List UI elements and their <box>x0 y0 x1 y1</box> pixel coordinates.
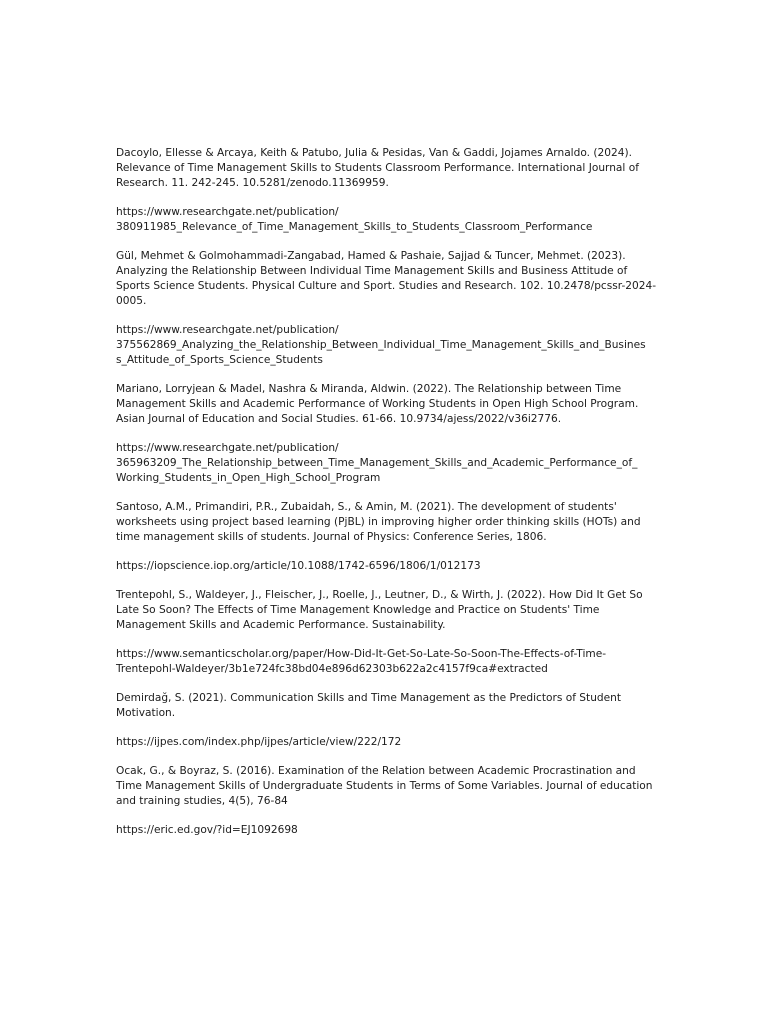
url-line: https://www.semanticscholar.org/paper/How-Did-It-Get-So-Late-So-Soon-The-Effects-of-Time- <box>116 648 607 660</box>
reference-line: Santoso, A.M., Primandiri, P.R., Zubaidah, S., & Amin, M. (2021). The development of students' <box>116 501 617 513</box>
reference-line: worksheets using project based learning (PjBL) in improving higher order thinking skills (HOTs) and <box>116 516 641 528</box>
reference-line: Late So Soon? The Effects of Time Management Knowledge and Practice on Students' Time <box>116 604 600 616</box>
reference-entry <box>116 691 656 721</box>
url-line: https://ijpes.com/index.php/ijpes/article/view/222/172 <box>116 736 402 748</box>
reference-entry <box>116 249 656 309</box>
reference-entry <box>116 500 656 545</box>
url-line: https://iopscience.iop.org/article/10.1088/1742-6596/1806/1/012173 <box>116 560 481 572</box>
reference-url[interactable] <box>116 323 656 368</box>
url-line: https://www.researchgate.net/publication/ <box>116 442 339 454</box>
url-line: https://www.researchgate.net/publication/ <box>116 206 339 218</box>
url-line: 365963209_The_Relationship_between_Time_Management_Skills_and_Academic_Performance_of_ <box>116 457 638 469</box>
reference-line: Management Skills and Academic Performance. Sustainability. <box>116 619 446 631</box>
reference-line: Asian Journal of Education and Social Studies. 61-66. 10.9734/ajess/2022/v36i2776. <box>116 413 562 425</box>
reference-line: Trentepohl, S., Waldeyer, J., Fleischer, J., Roelle, J., Leutner, D., & Wirth, J. (2022). How Did It Get So <box>116 589 643 601</box>
reference-line: and training studies, 4(5), 76-84 <box>116 795 288 807</box>
url-line: 380911985_Relevance_of_Time_Management_Skills_to_Students_Classroom_Performance <box>116 221 593 233</box>
reference-entry <box>116 588 656 633</box>
reference-line: Relevance of Time Management Skills to Students Classroom Performance. International Journal of <box>116 162 639 174</box>
reference-entry <box>116 382 656 427</box>
reference-line: Ocak, G., & Boyraz, S. (2016). Examination of the Relation between Academic Procrastination and <box>116 765 636 777</box>
reference-entry <box>116 146 656 191</box>
reference-url[interactable] <box>116 441 656 486</box>
reference-line: Management Skills and Academic Performance of Working Students in Open High School Program. <box>116 398 639 410</box>
reference-url[interactable] <box>116 823 656 838</box>
reference-line: Time Management Skills of Undergraduate Students in Terms of Some Variables. Journal of education <box>116 780 653 792</box>
reference-url[interactable] <box>116 559 656 574</box>
reference-line: time management skills of students. Journal of Physics: Conference Series, 1806. <box>116 531 547 543</box>
reference-line: Analyzing the Relationship Between Individual Time Management Skills and Business Attitude of <box>116 265 628 277</box>
url-line: 375562869_Analyzing_the_Relationship_Between_Individual_Time_Management_Skills_and_Busines <box>116 339 646 351</box>
url-line: s_Attitude_of_Sports_Science_Students <box>116 354 323 366</box>
url-line: https://www.researchgate.net/publication/ <box>116 324 339 336</box>
reference-line: Research. 11. 242-245. 10.5281/zenodo.11369959. <box>116 177 389 189</box>
reference-url[interactable] <box>116 205 656 235</box>
url-line: Working_Students_in_Open_High_School_Program <box>116 472 381 484</box>
reference-line: Gül, Mehmet & Golmohammadi-Zangabad, Hamed & Pashaie, Sajjad & Tuncer, Mehmet. (2023). <box>116 250 626 262</box>
reference-line: Sports Science Students. Physical Culture and Sport. Studies and Research. 102. 10.2478/pcssr-2024- <box>116 280 657 292</box>
reference-line: Mariano, Lorryjean & Madel, Nashra & Miranda, Aldwin. (2022). The Relationship between Time <box>116 383 622 395</box>
reference-line: Motivation. <box>116 707 176 719</box>
url-line: Trentepohl-Waldeyer/3b1e724fc38bd04e896d62303b622a2c4157f9ca#extracted <box>116 663 548 675</box>
reference-url[interactable] <box>116 647 656 677</box>
reference-line: Dacoylo, Ellesse & Arcaya, Keith & Patubo, Julia & Pesidas, Van & Gaddi, Jojames Arnaldo. (2024). <box>116 147 632 159</box>
reference-line: Demirdağ, S. (2021). Communication Skills and Time Management as the Predictors of Student <box>116 692 622 704</box>
reference-url[interactable] <box>116 735 656 750</box>
url-line: https://eric.ed.gov/?id=EJ1092698 <box>116 824 298 836</box>
reference-list <box>116 146 656 852</box>
reference-entry <box>116 764 656 809</box>
reference-line: 0005. <box>116 295 147 307</box>
